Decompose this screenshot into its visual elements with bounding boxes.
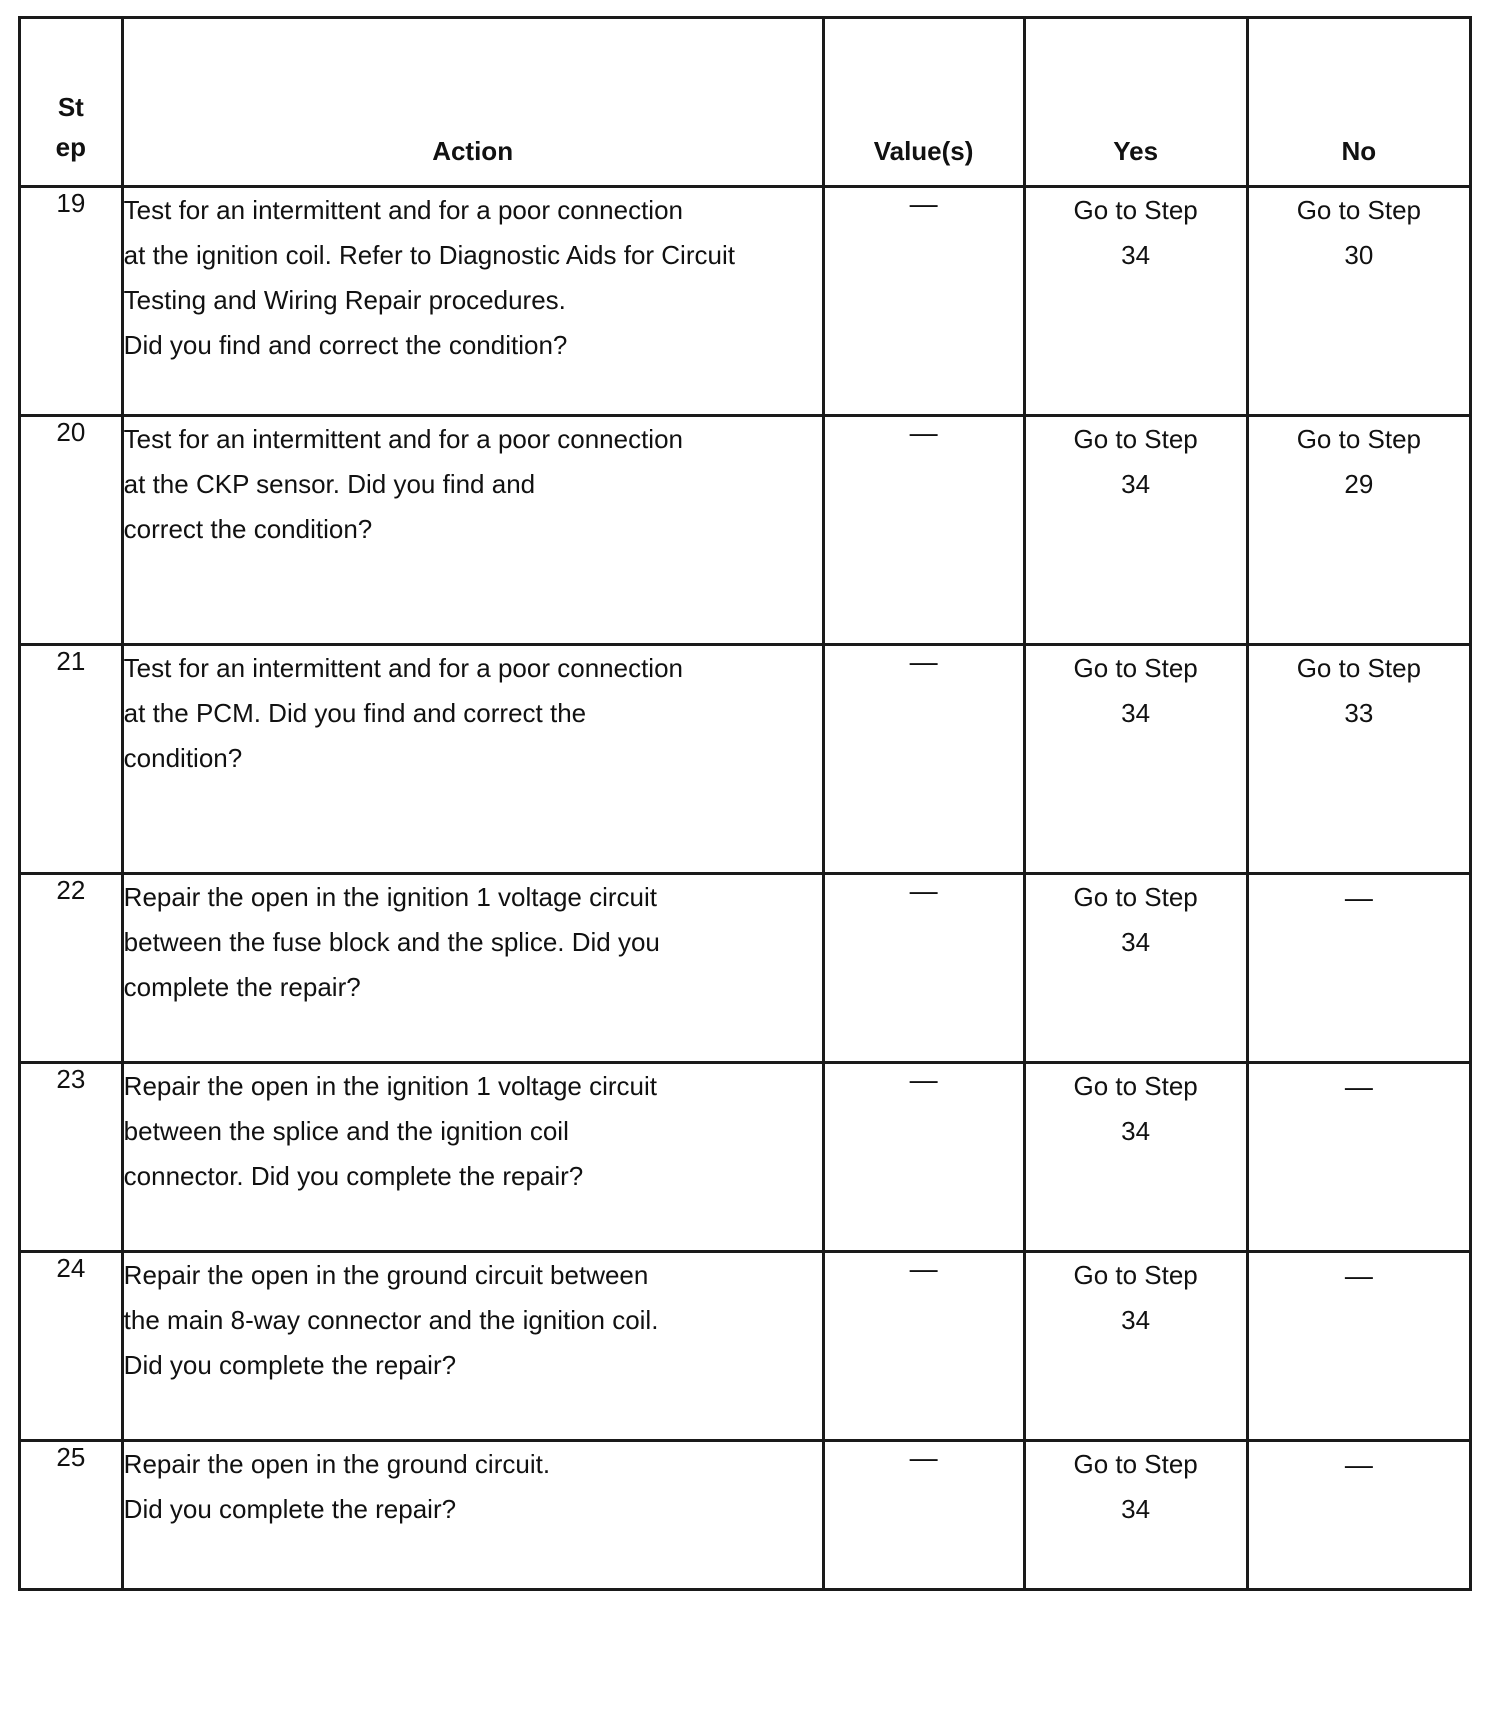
action-line: Did you complete the repair? (123, 1350, 457, 1380)
table-row (20, 1252, 1471, 1441)
value-cell: — (823, 645, 1024, 874)
yes-goto-step: 34 (1121, 1494, 1151, 1524)
value-cell: — (823, 187, 1024, 416)
yes-cell (1024, 645, 1247, 874)
no-goto-label: Go to Step (1296, 195, 1422, 225)
action-line: at the ignition coil. Refer to Diagnostic Aids for Circuit (123, 240, 735, 270)
action-line: Repair the open in the ignition 1 voltage circuit (123, 1071, 658, 1101)
action-line: Test for an intermittent and for a poor connection (123, 653, 683, 683)
action-line: complete the repair? (123, 972, 361, 1002)
no-goto-step: 29 (1344, 469, 1374, 499)
action-cell (122, 1063, 823, 1252)
table-header-row (20, 18, 1471, 187)
value-cell: — (823, 416, 1024, 645)
no-goto-label: Go to Step (1296, 653, 1422, 683)
action-cell (122, 1252, 823, 1441)
header-step-line2: ep (55, 132, 86, 162)
action-line: Repair the open in the ground circuit between (123, 1260, 649, 1290)
yes-cell (1024, 187, 1247, 416)
yes-goto-label: Go to Step (1073, 1071, 1198, 1101)
action-cell (122, 645, 823, 874)
header-step (20, 18, 123, 187)
header-yes: Yes (1024, 18, 1247, 187)
action-line: Test for an intermittent and for a poor connection (123, 424, 683, 454)
action-line: Did you find and correct the condition? (123, 330, 568, 360)
yes-goto-label: Go to Step (1073, 1260, 1198, 1290)
yes-goto-label: Go to Step (1073, 424, 1198, 454)
yes-goto-step: 34 (1121, 469, 1151, 499)
no-cell (1247, 645, 1470, 874)
yes-goto-label: Go to Step (1073, 1449, 1198, 1479)
action-line: Testing and Wiring Repair procedures. (123, 285, 566, 315)
action-line: connector. Did you complete the repair? (123, 1161, 584, 1191)
header-action: Action (122, 18, 823, 187)
value-cell: — (823, 1441, 1024, 1590)
action-line: between the splice and the ignition coil (123, 1116, 569, 1146)
no-dash: — (1344, 1260, 1373, 1291)
no-dash: — (1344, 1071, 1373, 1102)
yes-goto-step: 34 (1121, 1116, 1151, 1146)
no-goto-step: 33 (1344, 698, 1374, 728)
step-number: 25 (20, 1441, 123, 1590)
yes-goto-step: 34 (1121, 927, 1151, 957)
no-cell (1247, 1441, 1470, 1590)
yes-cell (1024, 874, 1247, 1063)
yes-goto-step: 34 (1121, 1305, 1151, 1335)
action-line: condition? (123, 743, 243, 773)
table-row (20, 645, 1471, 874)
table-row (20, 187, 1471, 416)
no-goto-step: 30 (1344, 240, 1374, 270)
step-number: 23 (20, 1063, 123, 1252)
table-row (20, 1063, 1471, 1252)
yes-goto-label: Go to Step (1073, 195, 1198, 225)
action-line: between the fuse block and the splice. Did you (123, 927, 660, 957)
table-row (20, 1441, 1471, 1590)
action-cell (122, 416, 823, 645)
action-line: Did you complete the repair? (123, 1494, 457, 1524)
no-cell (1247, 1063, 1470, 1252)
no-cell (1247, 874, 1470, 1063)
yes-goto-step: 34 (1121, 698, 1151, 728)
header-values: Value(s) (823, 18, 1024, 187)
action-line: the main 8-way connector and the ignition coil. (123, 1305, 659, 1335)
step-number: 24 (20, 1252, 123, 1441)
yes-cell (1024, 1063, 1247, 1252)
table-row (20, 416, 1471, 645)
no-cell (1247, 187, 1470, 416)
no-dash: — (1344, 1449, 1373, 1480)
step-number: 22 (20, 874, 123, 1063)
yes-cell (1024, 416, 1247, 645)
yes-cell (1024, 1252, 1247, 1441)
action-line: Repair the open in the ignition 1 voltage circuit (123, 882, 658, 912)
no-dash: — (1344, 882, 1373, 913)
value-cell: — (823, 1063, 1024, 1252)
no-cell (1247, 416, 1470, 645)
action-line: correct the condition? (123, 514, 373, 544)
header-no: No (1247, 18, 1470, 187)
header-step-line1: St (57, 92, 84, 122)
action-line: at the PCM. Did you find and correct the (123, 698, 587, 728)
diagnostic-table (18, 16, 1472, 1591)
value-cell: — (823, 874, 1024, 1063)
action-cell (122, 1441, 823, 1590)
step-number: 19 (20, 187, 123, 416)
action-line: Test for an intermittent and for a poor connection (123, 195, 683, 225)
yes-goto-step: 34 (1121, 240, 1151, 270)
no-cell (1247, 1252, 1470, 1441)
action-line: Repair the open in the ground circuit. (123, 1449, 551, 1479)
value-cell: — (823, 1252, 1024, 1441)
yes-goto-label: Go to Step (1073, 882, 1198, 912)
step-number: 21 (20, 645, 123, 874)
yes-goto-label: Go to Step (1073, 653, 1198, 683)
action-line: at the CKP sensor. Did you find and (123, 469, 536, 499)
action-cell (122, 187, 823, 416)
no-goto-label: Go to Step (1296, 424, 1422, 454)
yes-cell (1024, 1441, 1247, 1590)
step-number: 20 (20, 416, 123, 645)
action-cell (122, 874, 823, 1063)
table-row (20, 874, 1471, 1063)
